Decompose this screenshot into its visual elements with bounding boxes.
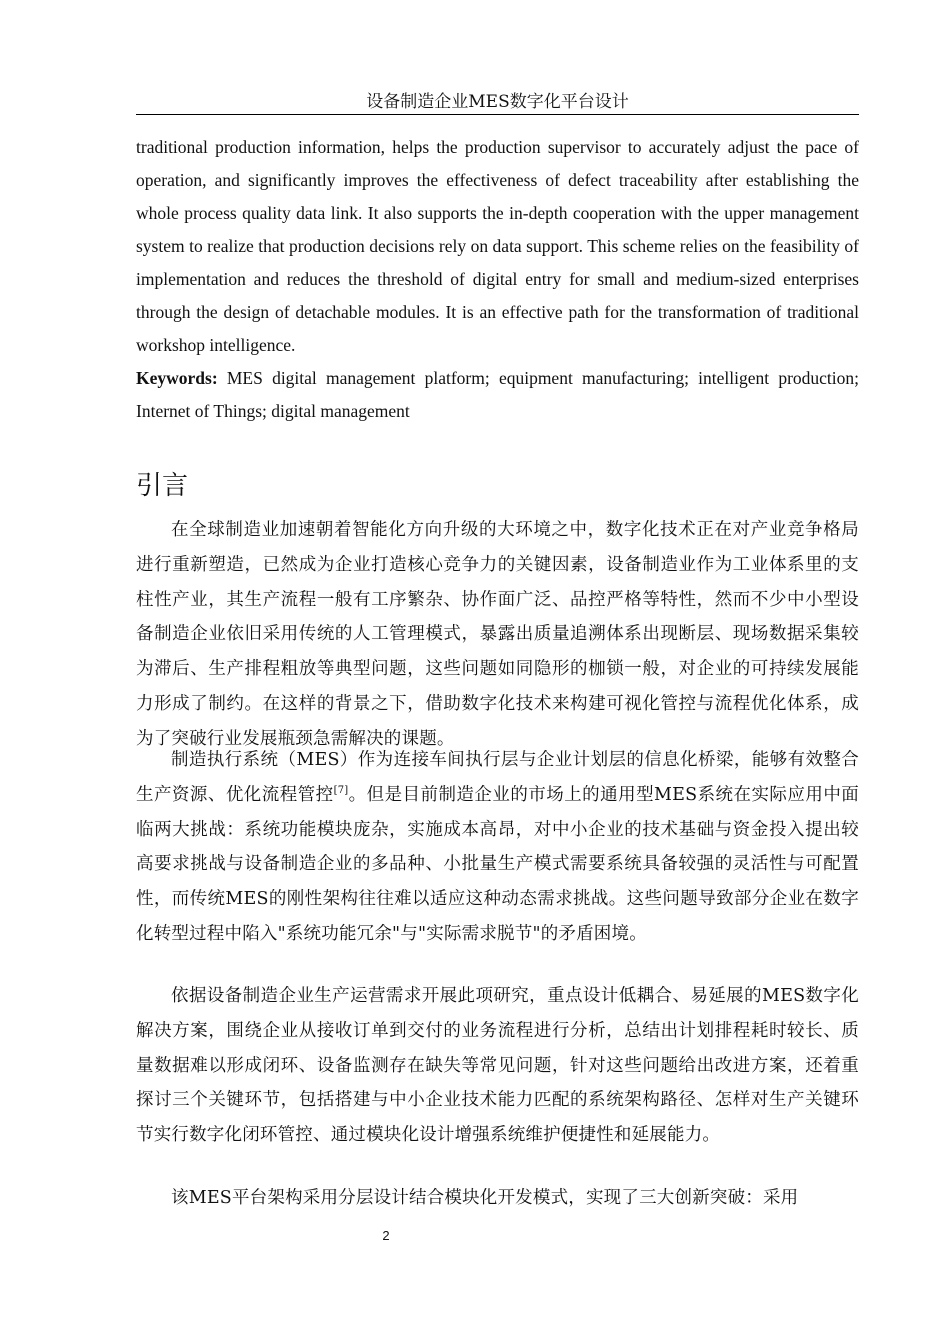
body-paragraph-2 <box>136 743 859 952</box>
abstract-text: traditional production information, helps the production supervisor to accurately adjust the pace of operation, and significantly improves the effectiveness of defect traceability after establishing the whole process quality data link. It also supports the in-depth cooperation with the upper management system to realize that production decisions rely on data support. This scheme relies on the feasibility of implementation and reduces the threshold of digital entry for small and medium-sized enterprises through the design of detachable modules. It is an effective path for the transformation of traditional workshop intelligence. <box>136 137 859 355</box>
running-header: 设备制造企业MES数字化平台设计 <box>136 90 859 115</box>
paragraph-2-part-a: 制造执行系统（MES）作为连接车间执行层与企业计划层的信息化桥梁，能够有效整合生产资源、优化流程管控 <box>136 750 859 805</box>
body-paragraph-4: 该MES平台架构采用分层设计结合模块化开发模式，实现了三大创新突破：采用 <box>171 1188 799 1208</box>
section-title: 引言 <box>136 471 189 501</box>
body-paragraph-1: 在全球制造业加速朝着智能化方向升级的大环境之中，数字化技术正在对产业竞争格局进行重新塑造，已然成为企业打造核心竞争力的关键因素，设备制造业作为工业体系里的支柱性产业，其生产流程一般有工序繁杂、协作面广泛、品控严格等特性，然而不少中小型设备制造企业依旧采用传统的人工管理模式，暴露出质量追溯体系出现断层、现场数据采集较为滞后、生产排程粗放等典型问题，这些问题如同隐形的枷锁一般，对企业的可持续发展能力形成了制约。在这样的背景之下，借助数字化技术来构建可视化管控与流程优化体系，成为了突破行业发展瓶颈急需解决的课题。 <box>136 520 859 749</box>
keywords-label: Keywords: <box>136 368 218 388</box>
page-number: 2 <box>382 1228 390 1243</box>
keywords-text: MES digital management platform; equipment manufacturing; intelligent production; Internet of Things; digital management <box>136 368 859 421</box>
citation-ref: [7] <box>333 784 349 796</box>
keywords-line <box>136 362 859 428</box>
body-paragraph-3: 依据设备制造企业生产运营需求开展此项研究，重点设计低耦合、易延展的MES数字化解决方案，围绕企业从接收订单到交付的业务流程进行分析，总结出计划排程耗时较长、质量数据难以形成闭环、设备监测存在缺失等常见问题，针对这些问题给出改进方案，还着重探讨三个关键环节，包括搭建与中小企业技术能力匹配的系统架构路径、怎样对生产关键环节实行数字化闭环管控、通过模块化设计增强系统维护便捷性和延展能力。 <box>136 986 859 1146</box>
paragraph-2-part-b: 。但是目前制造企业的市场上的通用型MES系统在实际应用中面临两大挑战：系统功能模块庞杂，实施成本高昂，对中小企业的技术基础与资金投入提出较高要求挑战与设备制造企业的多品种、小批量生产模式需要系统具备较强的灵活性与可配置性，而传统MES的刚性架构往往难以适应这种动态需求挑战。这些问题导致部分企业在数字化转型过程中陷入"系统功能冗余"与"实际需求脱节"的矛盾困境。 <box>136 784 859 944</box>
